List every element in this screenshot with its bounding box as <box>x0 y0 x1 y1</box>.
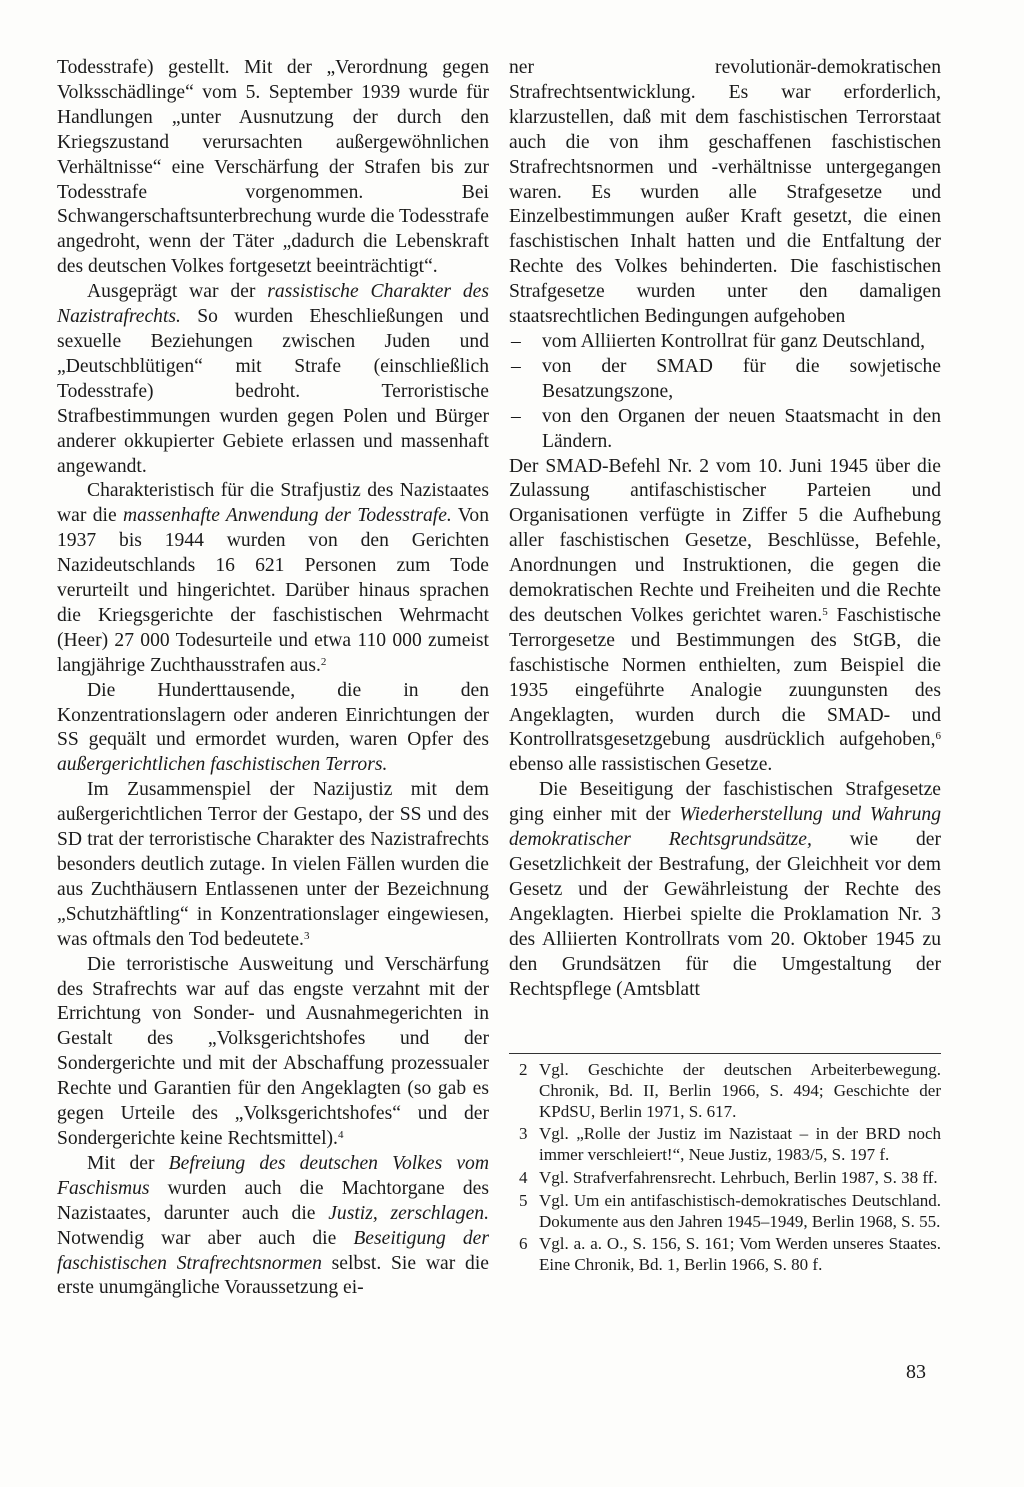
footnote-number: 3 <box>519 1124 528 1144</box>
paragraph-text: So wurden Eheschließungen und sexuelle Beziehungen zwischen Juden und „Deutschblütigen“ mit Strafe (einschließlich Todesstrafe) bedroht. Terroristische Strafbestimmungen wurden gegen Polen und Bürger anderer okkupierter Gebiete erlassen und massenhaft angewandt. <box>57 306 489 477</box>
list-item <box>509 405 941 455</box>
footnote-number: 5 <box>519 1190 528 1210</box>
list-item-text: von den Organen der neuen Staatsmacht in den Ländern. <box>542 405 941 452</box>
footnote-text: Vgl. Strafverfahrensrecht. Lehrbuch, Berlin 1987, S. 38 ff. <box>539 1167 938 1187</box>
paragraph-sondergerichte <box>57 953 489 1152</box>
footnote <box>509 1060 941 1122</box>
paragraph-continuation <box>509 56 941 330</box>
paragraph-befreiung <box>57 1152 489 1301</box>
paragraph-text: Die terroristische Ausweitung und Verschärfung des Strafrechts war auf das engste verzahnt mit der Errichtung von Sonder- und Ausnahmegerichten in Gestalt des „Volksgerichtshofes und der Sondergerichte und mit der Abschaffung prozessualer Rechte und Garantien für den Angeklagten (so gab es gegen Urteile des „Volksgerichtshofes“ und der Sondergerichte keine Rechtsmittel). <box>57 953 489 1149</box>
paragraph-rechtsgrundsaetze <box>509 778 941 1002</box>
emphasis-text: rassistische Charakter des Nazistrafrechts. <box>57 281 489 328</box>
footnote-number: 6 <box>519 1234 528 1254</box>
paragraph-rassistischer-charakter <box>57 280 489 479</box>
paragraph-text: Todesstrafe) gestellt. Mit der „Verordnung gegen Volksschädlinge“ vom 5. September 1939 wurde für Handlungen „unter Ausnutzung der durch den Kriegszustand verursachten außergewöhnlichen Verhältnisse“ eine Verschärfung der Strafen bis zur Todesstrafe vorgenommen. Bei Schwangerschaftsunterbrechung wurde die Todesstrafe angedroht, wenn der Täter „dadurch die Lebenskraft des deutschen Volkes fortgesetzt beeinträchtigt“. <box>57 57 489 278</box>
paragraph-text: selbst. Sie war die erste unumgängliche Voraussetzung ei- <box>57 1252 489 1299</box>
paragraph-text: Im Zusammenspiel der Nazijustiz mit dem außergerichtlichen Terror der Gestapo, der SS und des SD trat der terroristische Charakter des Nazistrafrechts besonders deutlich zutage. In vielen Fällen wurden die aus Zuchthäusern Entlassenen unter der Bezeichnung „Schutzhäftling“ in Konzentrationslager eingewiesen, was oftmals den Tod bedeutete. <box>57 779 489 950</box>
dash-list <box>509 330 941 455</box>
paragraph-text: Ausgeprägt war der <box>87 281 268 303</box>
dash-bullet: – <box>511 355 521 377</box>
paragraph-continuation <box>57 56 489 280</box>
paragraph-smad-befehl <box>509 455 941 779</box>
footnote <box>509 1124 941 1166</box>
footnote-divider <box>509 1053 941 1054</box>
dash-bullet: – <box>511 330 521 352</box>
footnote <box>509 1168 941 1189</box>
list-item-text: von der SMAD für die sowjetische Besatzungszone, <box>542 355 941 402</box>
page-number: 83 <box>906 1361 926 1383</box>
paragraph-text: Die Beseitigung der faschistischen Strafgesetze ging einher mit der <box>509 779 941 826</box>
footnote <box>509 1234 941 1276</box>
footnote-ref: 2 <box>320 655 327 668</box>
list-item <box>509 355 941 405</box>
footnote <box>509 1191 941 1233</box>
paragraph-text: Charakteristisch für die Strafjustiz des Nazistaates war die <box>57 480 489 527</box>
footnote-text: Vgl. a. a. O., S. 156, S. 161; Vom Werden unseres Staates. Eine Chronik, Bd. 1, Berlin 1966, S. 80 f. <box>539 1234 941 1275</box>
emphasis-text: außergerichtlichen faschistischen Terrors. <box>57 754 388 776</box>
list-item <box>509 330 941 355</box>
emphasis-text: Beseitigung der faschistischen Strafrechtsnormen <box>57 1227 489 1274</box>
list-item-text: vom Alliierten Kontrollrat für ganz Deutschland, <box>542 330 926 352</box>
paragraph-konzentrationslager <box>57 679 489 779</box>
footnote-text: Vgl. Geschichte der deutschen Arbeiterbewegung. Chronik, Bd. II, Berlin 1966, S. 494; Geschichte der KPdSU, Berlin 1971, S. 617. <box>539 1060 941 1121</box>
dash-bullet: – <box>511 405 521 427</box>
paragraph-text: Der SMAD-Befehl Nr. 2 vom 10. Juni 1945 über die Zulassung antifaschistischer Parteien und Organisationen verfügte in Ziffer 5 die Aufhebung aller faschistischen Gesetze, Beschlüsse, Befehle, Anordnungen und Instruktionen, die gegen die demokratischen Rechte und Freiheiten und die Rechte des deutschen Volkes gerichtet waren. <box>509 455 941 626</box>
paragraph-gestapo <box>57 778 489 952</box>
footnote-ref: 4 <box>337 1128 344 1141</box>
footnote-text: Vgl. Um ein antifaschistisch-demokratisches Deutschland. Dokumente aus den Jahren 1945–1949, Berlin 1968, S. 55. <box>539 1190 941 1231</box>
paragraph-text: Die Hunderttausende, die in den Konzentrationslagern oder anderen Einrichtungen der SS gequält und ermordet wurden, waren Opfer des <box>57 679 489 751</box>
paragraph-text: Von 1937 bis 1944 wurden von den Gerichten Nazideutschlands 16 621 Personen zum Tode verurteilt und hingerichtet. Darüber hinaus sprachen die Kriegsgerichte der faschistischen Wehrmacht (Heer) 27 000 Todesurteile und etwa 110 000 zumeist langjährige Zuchthausstrafen aus. <box>57 505 490 676</box>
emphasis-text: Justiz, zerschlagen. <box>328 1202 489 1224</box>
emphasis-text: Befreiung des deutschen Volkes vom Faschismus <box>57 1152 490 1199</box>
paragraph-todesstrafe <box>57 479 489 678</box>
footnote-text: Vgl. „Rolle der Justiz im Nazistaat – in der BRD noch immer verschleiert!“, Neue Justiz, 1983/5, S. 197 f. <box>539 1124 941 1165</box>
emphasis-text: massenhafte Anwendung der Todesstrafe. <box>123 505 452 527</box>
paragraph-text: Notwendig war aber auch die <box>57 1227 354 1249</box>
paragraph-text: Faschistische Terrorgesetze und Bestimmungen des StGB, die faschistische Normen enthielten, zum Beispiel die 1935 eingeführte Analogie zuungunsten des Angeklagten, wurden durch die SMAD- und Kontrollratsgesetzgebung ausdrücklich aufgehoben, <box>509 604 941 751</box>
footnote-number: 4 <box>519 1167 528 1187</box>
paragraph-text: wurden auch die Machtorgane des Nazistaates, darunter auch die <box>57 1177 489 1224</box>
right-text-column <box>509 56 941 1002</box>
left-text-column <box>57 56 489 1301</box>
footnote-ref: 6 <box>935 730 941 743</box>
paragraph-text: ebenso alle rassistischen Gesetze. <box>509 754 773 776</box>
footnote-ref: 3 <box>303 929 310 942</box>
footnote-number: 2 <box>519 1060 528 1079</box>
footnotes <box>509 1060 941 1278</box>
paragraph-text: ner revolutionär-demokratischen Strafrechtsentwicklung. Es war erforderlich, klarzustellen, daß mit dem faschistischen Terrorstaat auch die von ihm geschaffenen faschistischen Strafrechtsnormen und -verhältnisse untergegangen waren. Es wurden alle Strafgesetze und Einzelbestimmungen außer Kraft gesetzt, die einen faschistischen Inhalt hatten und die Entfaltung der Rechte des Volkes behinderten. Die faschistischen Strafgesetze wurden unter den damaligen staatsrechtlichen Bedingungen aufgehoben <box>509 57 941 328</box>
footnote-ref: 5 <box>822 605 828 618</box>
emphasis-text: Wiederherstellung und Wahrung demokratischer Rechtsgrundsätze, <box>509 804 941 851</box>
paragraph-text: wie der Gesetzlichkeit der Bestrafung, der Gleichheit vor dem Gesetz und der Gewährleistung der Rechte des Angeklagten. Hierbei spielte die Proklamation Nr. 3 des Alliierten Kontrollrats vom 20. Oktober 1945 zu den Grundsätzen für die Umgestaltung der Rechtspflege (Amtsblatt <box>509 829 941 1000</box>
paragraph-text: Mit der <box>87 1152 169 1174</box>
